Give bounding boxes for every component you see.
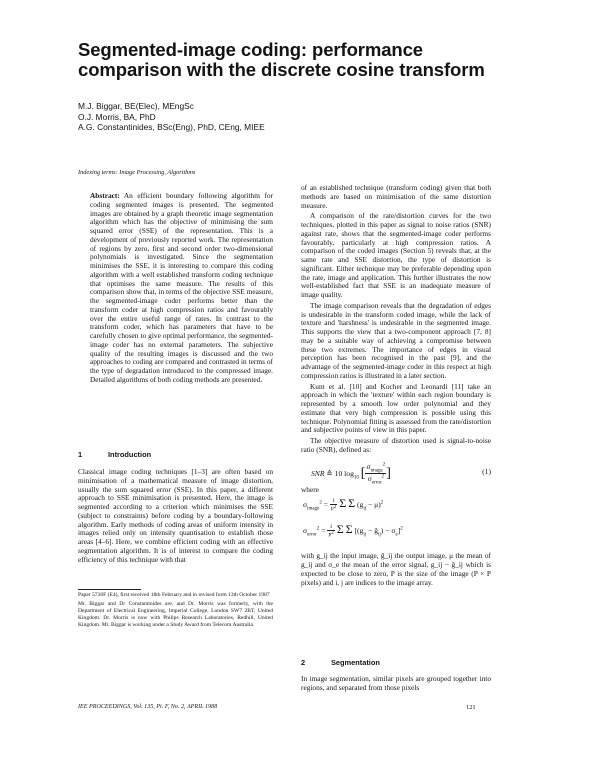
abstract-text: An efficient boundary following algorithm for coding segmented images is presented. The segmented images are obtained by a graph theoretic image segmentation algorithm which has the objective of minimising the sum squared error (SSE) of the representation. This is a development of previously reported work. The representation of regions by zero, first and second order two-dimensional polynomials is investigated. Since the segmentation minimises the SSE, it is interesting to compare this coding algorithm with a well established transform coding technique that optimises the same measure. The results of this comparison show that, in terms of the objective SSE measure, the segmented-image coder performs better than the transform coder at high compression ratios and favourably over the entire useful range of rates. In contrast to the transform coder, which has parameters that have to be carefully chosen to give optimal performance, the segmented-image coder has no external parameters. The subjective quality of the resulting images is discussed and the two approaches to coding are compared and contrasted in terms of the type of degradation introduced to the compressed image. Detailed algorithms of both coding methods are presented. (90, 191, 273, 384)
footnote-paper-info: Paper 5736F (E4), first received 18th February and in revised form 13th October 1987 (78, 592, 270, 598)
author-3: A.G. Constantinides, BSc(Eng), PhD, CEng, MIEE (78, 122, 265, 132)
page-number: 121 (466, 704, 476, 711)
paragraph: A comparison of the rate/distortion curves for the two techniques, plotted in this paper as signal to noise ratios (SNR) against rate, shows that the segmented-image coder performs favourably, particularly at high compression ratios. A comparison of the coded images (Section 5) reveals that, at the same rate and SSE distortion, the type of distortion is significant. Either technique may be preferable depending upon the rate, image and application. This further illustrates the now well-established fact that SSE is an inadequate measure of image quality. (301, 211, 491, 299)
author-list (78, 101, 538, 133)
paper-title (78, 40, 548, 80)
footnote-affiliation: Mr. Biggar and Dr Constantinides are, and Dr. Morris was formerly, with the Department of Electrical Engineering, Imperial College, London SW7 2BT, United Kingdom. Dr. Morris is now with Philips Research Laboratories, Redhill, United Kingdom. Mr. Biggar is working under a Study Award from Telecom Australia. (78, 601, 273, 628)
right-column-body (301, 184, 491, 589)
variance-equations: $\sigma_{image}^2$ = $\frac{1}{P2}$ Σ Σ $(g_{ij} - \mu)^2$ $\sigma_{error}^2$ = $\frac{1}{P2}$ Σ Σ [($g_{ij}$ − $ĝ_{ij}) - \sigma_e]^2$ (303, 496, 403, 539)
title-line-1: Segmented-image coding: performance (78, 39, 423, 60)
section-heading-introduction (78, 450, 273, 459)
section-number: 1 (78, 450, 83, 459)
paragraph: In image segmentation, similar pixels are grouped together into regions, and separated from those pixels (301, 674, 491, 692)
where-label: where (301, 484, 319, 494)
paragraph: The objective measure of distortion used is signal-to-noise ratio (SNR), defined as: (301, 436, 491, 454)
introduction-text (78, 468, 273, 564)
segmentation-text (301, 675, 491, 693)
section-heading-segmentation (301, 658, 491, 667)
paragraph: Classical image coding techniques [1–3] are often based on minimisation of a mathematical measure of image distortion, usually the sum squared error (SSE). In this paper, a different approach to SSE minimisation is presented. Here, the image is segmented according to a criterion which minimises the SSE (subject to constraints) before coding by a boundary-following algorithm. Early methods of coding areas of uniform intensity in images relied only on intensity quantisation to establish those areas [4–6]. Here, we combine efficient coding with an effective segmentation algorithm. It is of interest to compare the coding efficiency of this technique with that (78, 467, 273, 564)
author-1: M.J. Biggar, BE(Elec), MEngSc (78, 101, 194, 111)
footnote-rule (78, 589, 141, 590)
left-column-body (78, 450, 273, 566)
section-number: 2 (301, 658, 306, 667)
title-line-2: comparison with the discrete cosine transform (78, 59, 485, 80)
section-title: Introduction (108, 450, 152, 459)
paragraph: Kunt et al. [10] and Kocher and Leonardi [11] take an approach in which the 'texture' within each region boundary is represented by a smooth low order polynomial and they estimate that very high compression is possible using this technique. Polynomial fitting is assessed from the rate/distortion and subjective points of view in this paper. (301, 381, 491, 435)
footnote (78, 592, 273, 631)
equation-number: (1) (482, 466, 491, 476)
definitions-text (301, 552, 491, 587)
abstract-label: Abstract: (90, 191, 120, 200)
section-title: Segmentation (331, 658, 380, 667)
section-segmentation (301, 658, 491, 695)
paragraph: The image comparison reveals that the degradation of edges is undesirable in the transform coded image, while the lack of texture and 'harshness' is undesirable in the segmented image. This supports the view that a two-component approach [7, 8] may be a suitable way of achieving a compromise between these two extremes. The importance of edges in visual perception has been recognised in the past [9], and the advantage of the segmented-image coder in this respect at high compression ratios is illustrated in a later section. (301, 300, 491, 380)
journal-footer: IEE PROCEEDINGS, Vol. 135, Pt. F, No. 2, APRIL 1988 (78, 704, 218, 710)
right-column-text (301, 184, 491, 455)
snr-equation: SNR ≙ 10 $\log_{10}$ [ $\frac{\sigma_{image}^2}{\sigma_{error}^2}$ ] (1) (311, 461, 491, 486)
author-2: O.J. Morris, BA, PhD (78, 111, 156, 122)
paragraph: of an established technique (transform coding) given that both methods are based on minimisation of the same distortion measure. (301, 183, 491, 210)
abstract (90, 192, 273, 385)
indexing-terms: Indexing terms: Image Processing, Algorithms (78, 169, 196, 176)
paragraph: with g_ij the input image, ĝ_ij the output image, μ the mean of g_ij and σ_e the mean of the error signal, g_ij − ĝ_ij which is expected to be close to zero, P is the size of the image (P × P pixels) and i, j are indices to the image array. (301, 551, 491, 587)
